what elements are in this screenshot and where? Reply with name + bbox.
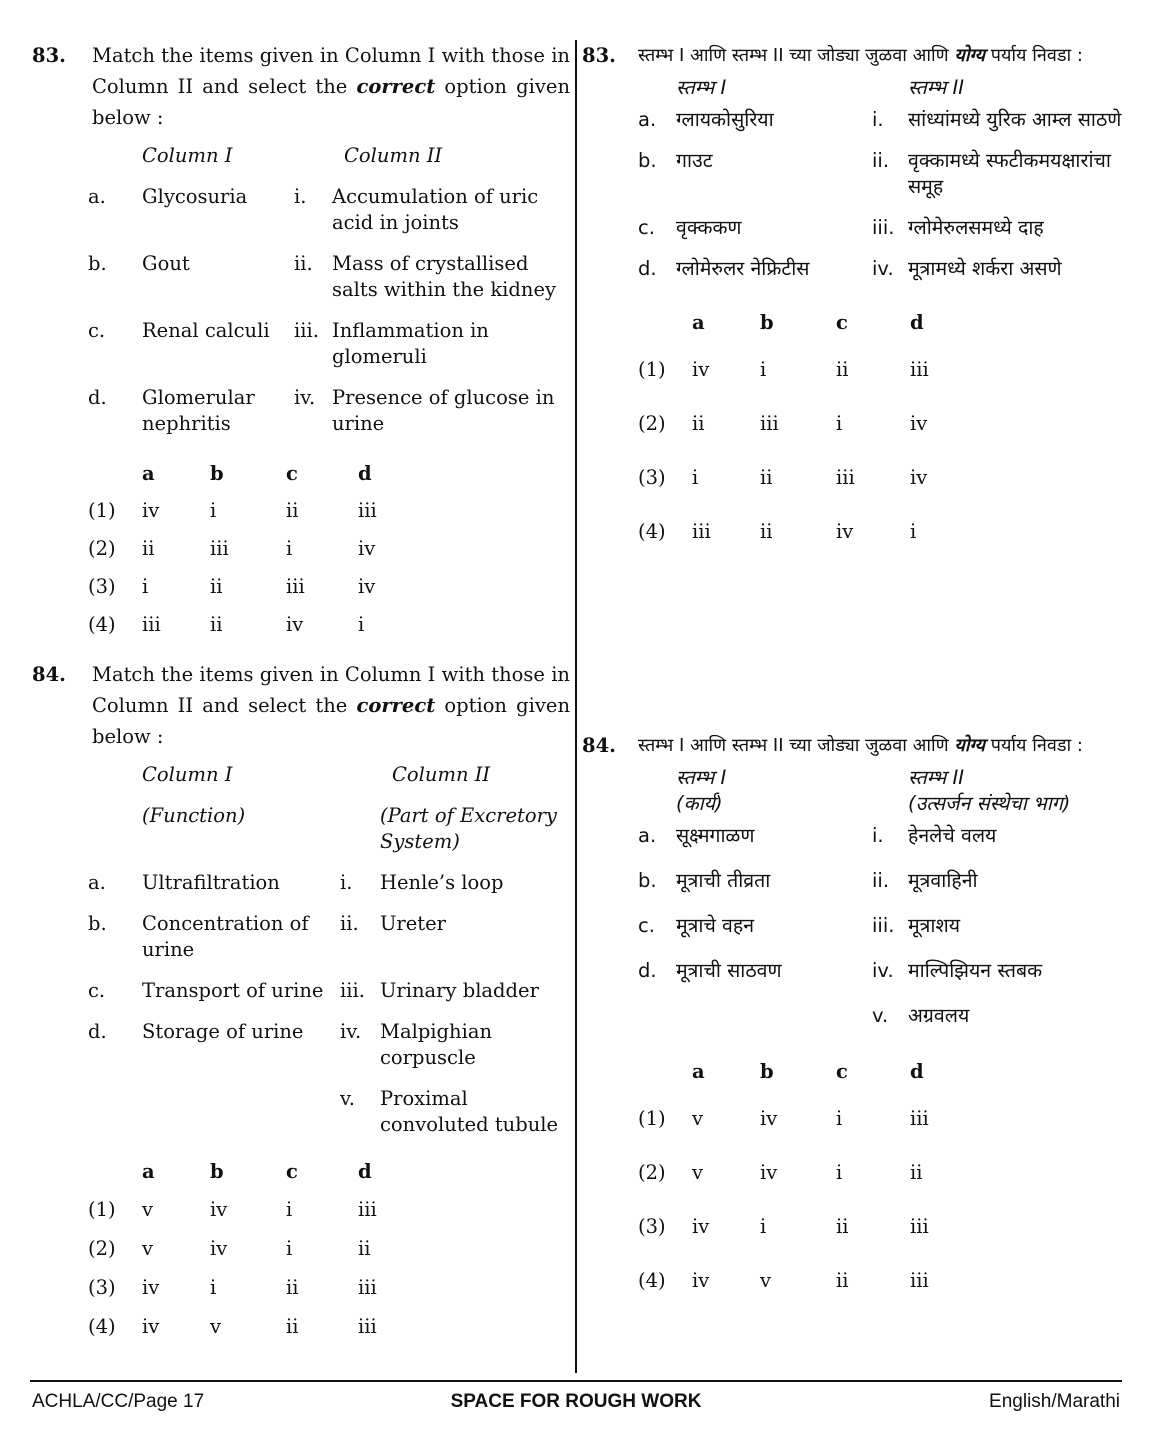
match-row: a. Glycosuria i. Accumulation of uric acid in joints: [88, 185, 539, 234]
question-number: 83.: [32, 44, 66, 67]
match-row: b. गाउट ii. वृक्कामध्ये स्फटीकमयक्षारांचा समूह: [638, 149, 1111, 198]
question-stem: Match the items given in Column I with those in Column II and select the correct option given below :: [92, 44, 571, 129]
answer-option-1[interactable]: (1) iv i ii iii: [88, 498, 377, 522]
answer-option-2[interactable]: (2) ii iii i iv: [88, 536, 376, 560]
match-table-83-en: [88, 143, 570, 437]
question-84-mr: [582, 730, 1122, 1307]
footer-page-id: ACHLA/CC/Page 17: [32, 1391, 205, 1412]
question-stem: Match the items given in Column I with those in Column II and select the correct option given below :: [92, 663, 571, 748]
answer-option-4[interactable]: (4) iii ii iv i: [638, 519, 917, 543]
match-row: c. Transport of urine iii. Urinary bladder: [88, 979, 539, 1002]
column-i-heading: Column I: [142, 144, 233, 167]
options-table-83-mr: a b c d (1) iv i ii iii (2) ii iii i iv (3) i ii iii iv (4) iii ii iv i: [638, 302, 970, 558]
answer-option-2[interactable]: (2) ii iii i iv: [638, 411, 928, 435]
match-row: c. वृक्ककण iii. ग्लोमेरुलसमध्ये दाह: [638, 216, 1044, 239]
answer-option-3[interactable]: (3) i ii iii iv: [88, 574, 376, 598]
english-column: [32, 40, 570, 1346]
answer-option-4[interactable]: (4) iv v ii iii: [88, 1315, 377, 1338]
column-i-heading: स्तम्भ I: [676, 766, 727, 789]
column-divider: [575, 40, 577, 1373]
column-i-subheading: (Function): [142, 804, 246, 827]
column-ii-heading: स्तम्भ II: [908, 766, 964, 789]
answer-option-1[interactable]: (1) iv i ii iii: [638, 357, 929, 381]
match-row: d. ग्लोमेरुलर नेफ्रिटीस iv. मूत्रामध्ये शर्करा असणे: [638, 257, 1062, 280]
match-row: v. Proximal convoluted tubule: [340, 1087, 559, 1136]
column-ii-heading: Column II: [344, 144, 443, 167]
match-row: d. मूत्राची साठवण iv. माल्पिझियन स्तबक: [638, 959, 1043, 982]
answer-option-1[interactable]: (1) v iv i iii: [638, 1106, 929, 1130]
match-row: b. Gout ii. Mass of crystallised salts within the kidney: [88, 252, 557, 301]
question-stem: स्तम्भ I आणि स्तम्भ II च्या जोड्या जुळवा आणि योग्य पर्याय निवडा :: [638, 45, 1083, 66]
column-ii-heading: स्तम्भ II: [908, 76, 964, 99]
match-row: a. सूक्ष्मगाळण i. हेनलेचे वलय: [638, 824, 997, 847]
column-i-heading: Column I: [142, 763, 233, 786]
match-row: v. अग्रवलय: [872, 1004, 970, 1027]
options-table-84-en: a b c d (1) v iv i iii (2) v iv i ii (3) iv i ii iii (4) iv v ii iii: [88, 1152, 418, 1346]
answer-option-4[interactable]: (4) iv v ii iii: [638, 1268, 929, 1292]
footer-rough-work: SPACE FOR ROUGH WORK: [450, 1391, 702, 1412]
question-number: 84.: [32, 663, 66, 686]
answer-option-4[interactable]: (4) iii ii iv i: [88, 612, 365, 636]
options-table-83-en: a b c d (1) iv i ii iii (2) ii iii i iv (3) i ii iii iv (4) iii ii iv i: [88, 455, 418, 643]
match-table-83-mr: [638, 75, 1122, 282]
match-row: d. Storage of urine iv. Malpighian corpuscle: [88, 1020, 493, 1069]
match-table-84-en: [88, 762, 570, 1138]
match-table-84-mr: [638, 765, 1122, 1029]
marathi-column: [582, 40, 1122, 1292]
question-number: 83.: [582, 44, 616, 67]
column-ii-subheading: (उत्सर्जन संस्थेचा भाग): [908, 792, 1071, 815]
question-83-mr: [582, 40, 1122, 71]
answer-option-3[interactable]: (3) iv i ii iii: [638, 1214, 929, 1238]
answer-option-1[interactable]: (1) v iv i iii: [88, 1198, 377, 1221]
footer-language: English/Marathi: [989, 1391, 1120, 1412]
match-row: a. ग्लायकोसुरिया i. सांध्यांमध्ये युरिक आम्ल साठणे: [638, 108, 1122, 131]
answer-option-2[interactable]: (2) v iv i ii: [638, 1160, 923, 1184]
footer-rule: [30, 1380, 1122, 1382]
match-row: b. मूत्राची तीव्रता ii. मूत्रवाहिनी: [638, 869, 978, 892]
column-ii-subheading: (Part of Excretory System): [380, 804, 557, 853]
match-row: d. Glomerular nephritis iv. Presence of glucose in urine: [88, 386, 555, 435]
answer-option-3[interactable]: (3) i ii iii iv: [638, 465, 928, 489]
answer-option-2[interactable]: (2) v iv i ii: [88, 1237, 371, 1260]
question-number: 84.: [582, 734, 616, 757]
question-83-en: [32, 40, 570, 133]
question-84-en: [32, 659, 570, 752]
match-row: b. Concentration of urine ii. Ureter: [88, 912, 446, 961]
column-ii-heading: Column II: [392, 763, 491, 786]
match-row: a. Ultrafiltration i. Henle’s loop: [88, 871, 504, 894]
match-row: c. मूत्राचे वहन iii. मूत्राशय: [638, 914, 961, 937]
match-row: c. Renal calculi iii. Inflammation in glomeruli: [88, 319, 489, 368]
column-i-subheading: (कार्य): [676, 792, 723, 815]
answer-option-3[interactable]: (3) iv i ii iii: [88, 1276, 377, 1299]
column-i-heading: स्तम्भ I: [676, 76, 727, 99]
question-stem: स्तम्भ I आणि स्तम्भ II च्या जोड्या जुळवा आणि योग्य पर्याय निवडा :: [638, 735, 1083, 756]
options-table-84-mr: a b c d (1) v iv i iii (2) v iv i ii (3) iv i ii iii (4) iv v ii iii: [638, 1051, 970, 1307]
